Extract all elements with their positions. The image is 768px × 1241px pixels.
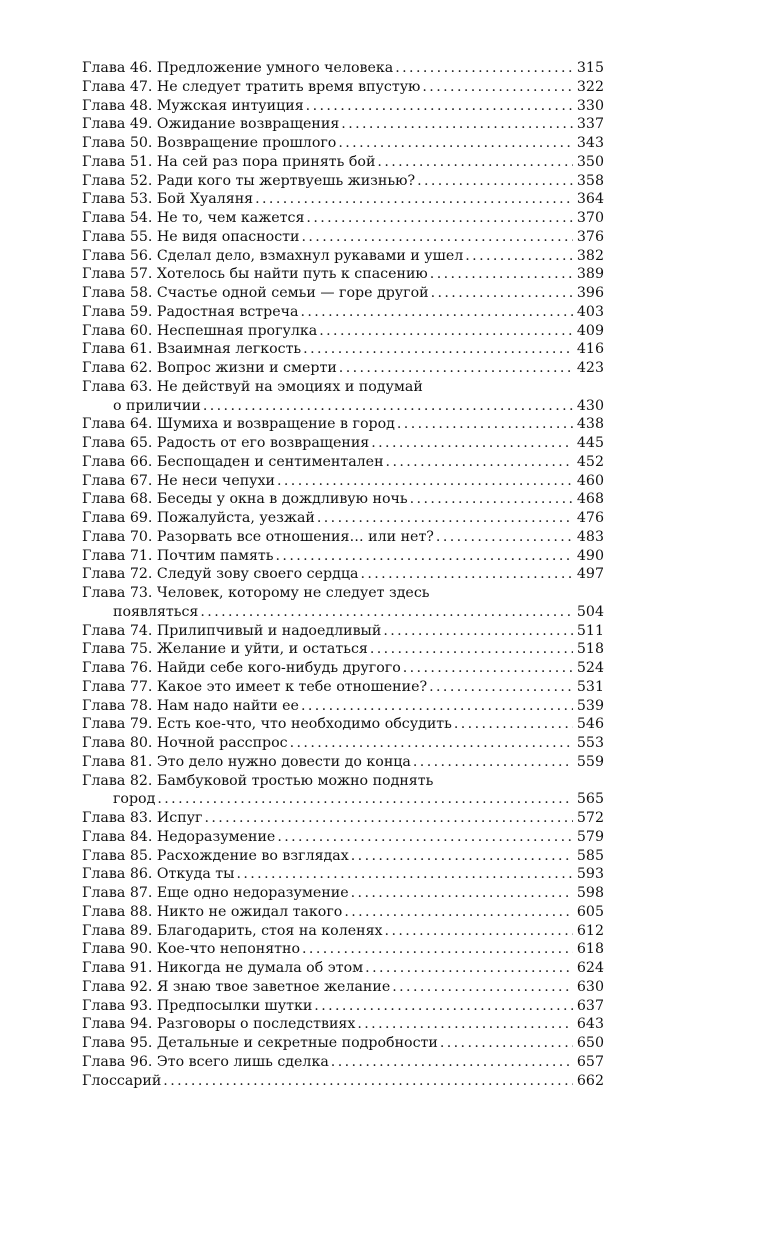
toc-entry-title: Глава 66. Беспощаден и сентиментален — [82, 453, 384, 470]
dot-leader — [403, 659, 573, 678]
dot-leader — [397, 415, 573, 434]
dot-leader — [301, 697, 573, 716]
toc-entry-page: 518 — [576, 641, 604, 658]
toc-entry — [82, 265, 604, 284]
toc-entry-title: Глава 48. Мужская интуиция — [82, 97, 304, 114]
toc-entry-title: Глава 58. Счастье одной семьи — горе другой — [82, 285, 429, 301]
toc-entry-page: 618 — [576, 941, 604, 958]
dot-leader — [338, 134, 573, 153]
toc-entry-title-line: Глава 63. Не действуй на эмоциях и подумай — [82, 378, 423, 395]
toc-entry-title: Глава 67. Не неси чепухи — [82, 472, 275, 489]
toc-entry-page: 409 — [576, 322, 604, 339]
toc-entry-title: Глава 88. Никто не ожидал такого — [82, 903, 343, 920]
dot-leader — [236, 865, 572, 884]
toc-entry-title: Глава 94. Разговоры о последствиях — [82, 1016, 356, 1033]
dot-leader — [301, 228, 572, 247]
toc-entry — [82, 415, 604, 434]
toc-entry-title: Глава 84. Недоразумение — [82, 828, 276, 845]
toc-entry-page: 624 — [576, 960, 604, 976]
toc-entry-title: Глава 85. Расхождение во взглядах — [82, 847, 349, 864]
dot-leader — [319, 322, 573, 341]
toc-entry-title: Глава 95. Детальные и секретные подробности — [82, 1035, 438, 1051]
toc-entry-page: 511 — [576, 622, 604, 639]
toc-entry — [82, 509, 604, 528]
toc-entry — [82, 1072, 604, 1091]
toc-entry-page: 497 — [576, 566, 604, 583]
toc-entry-title: Глава 79. Есть кое-что, что необходимо обсудить — [82, 716, 452, 733]
toc-entry-page: 364 — [576, 191, 604, 208]
toc-entry-page: 476 — [576, 510, 604, 526]
toc-entry — [82, 59, 604, 78]
toc-entry-title: Глава 59. Радостная встреча — [82, 303, 299, 320]
toc-entry-title-line: Глава 82. Бамбуковой тростью можно поднять — [82, 772, 434, 789]
dot-leader — [203, 397, 573, 416]
dot-leader — [360, 565, 572, 584]
toc-entry-title: Глава 81. Это дело нужно довести до конца — [82, 753, 411, 770]
toc-entry-page: 504 — [576, 603, 604, 620]
toc-entry-title: Глава 51. На сей раз пора принять бой — [82, 153, 376, 170]
dot-leader — [385, 922, 573, 941]
toc-entry — [82, 884, 604, 903]
toc-entry — [82, 640, 604, 659]
dot-leader — [341, 115, 573, 134]
toc-entry-page: 559 — [576, 753, 604, 770]
toc-entry — [82, 678, 604, 697]
toc-entry-page: 389 — [576, 266, 604, 283]
toc-entry-title: Глава 68. Беседы у окна в дождливую ночь — [82, 491, 408, 508]
toc-entry — [82, 997, 604, 1016]
dot-leader — [371, 434, 573, 453]
toc-entry-page: 593 — [576, 866, 604, 883]
toc-entry-title: Глава 62. Вопрос жизни и смерти — [82, 360, 337, 376]
toc-entry-title: Глава 92. Я знаю твое заветное желание — [82, 978, 391, 995]
toc-entry — [82, 903, 604, 922]
dot-leader — [339, 359, 573, 378]
toc-entry-title: Глава 50. Возвращение прошлого — [82, 135, 337, 151]
dot-leader — [331, 1053, 573, 1072]
toc-entry-page: 460 — [576, 472, 604, 489]
dot-leader — [204, 809, 572, 828]
toc-entry — [82, 340, 604, 359]
dot-leader — [440, 1034, 573, 1053]
toc-entry-title: Глава 96. Это всего лишь сделка — [82, 1053, 329, 1070]
toc-entry — [82, 603, 604, 622]
toc-entry-page: 382 — [576, 247, 604, 264]
dot-leader — [277, 828, 573, 847]
dot-leader — [431, 284, 573, 303]
toc-entry-page: 630 — [576, 978, 604, 995]
dot-leader — [422, 78, 573, 97]
table-of-contents — [82, 59, 604, 1090]
toc-entry-title: Глава 60. Неспешная прогулка — [82, 322, 318, 339]
dot-leader — [255, 190, 573, 209]
toc-entry — [82, 115, 604, 134]
dot-leader — [317, 509, 573, 528]
toc-entry-title: Глава 75. Желание и уйти, и остаться — [82, 641, 368, 658]
dot-leader — [430, 265, 573, 284]
dot-leader — [383, 622, 573, 641]
dot-leader — [436, 528, 573, 547]
dot-leader — [314, 997, 573, 1016]
toc-entry-page: 330 — [576, 97, 604, 114]
toc-entry-page: 403 — [576, 303, 604, 320]
toc-entry-page: 322 — [576, 78, 604, 95]
toc-entry — [82, 753, 604, 772]
toc-entry-title: Глава 69. Пожалуйста, уезжай — [82, 510, 315, 526]
toc-entry — [82, 490, 604, 509]
dot-leader — [276, 547, 573, 566]
toc-entry-page: 343 — [576, 135, 604, 151]
toc-entry — [82, 809, 604, 828]
toc-entry-page: 490 — [576, 547, 604, 564]
toc-entry-title: Глава 57. Хотелось бы найти путь к спасению — [82, 266, 428, 283]
toc-entry-page: 438 — [576, 416, 604, 433]
toc-entry-title: Глоссарий — [82, 1072, 162, 1089]
toc-entry-title: Глава 47. Не следует тратить время впустую — [82, 78, 421, 95]
toc-entry-page: 358 — [576, 172, 604, 189]
toc-entry-title: Глава 71. Почтим память — [82, 547, 274, 564]
toc-entry-title: Глава 74. Прилипчивый и надоедливый — [82, 622, 382, 639]
toc-entry — [82, 247, 604, 266]
toc-entry — [82, 659, 604, 678]
toc-entry-page: 612 — [576, 922, 604, 939]
dot-leader — [386, 453, 573, 472]
toc-entry — [82, 284, 604, 303]
toc-entry-page: 416 — [576, 341, 604, 358]
toc-entry — [82, 978, 604, 997]
toc-entry-title: Глава 86. Откуда ты — [82, 866, 235, 883]
toc-entry — [82, 190, 604, 209]
dot-leader — [303, 340, 573, 359]
dot-leader — [290, 734, 573, 753]
toc-entry-page: 572 — [576, 810, 604, 826]
dot-leader — [302, 940, 573, 959]
dot-leader — [306, 97, 573, 116]
toc-entry-title: Глава 80. Ночной расспрос — [82, 735, 288, 751]
dot-leader — [454, 715, 573, 734]
toc-entry — [82, 734, 604, 753]
toc-entry-page: 376 — [576, 228, 604, 245]
toc-entry-title: Глава 64. Шумиха и возвращение в город — [82, 416, 395, 433]
toc-entry-title: Глава 78. Нам надо найти ее — [82, 697, 299, 714]
dot-leader — [377, 153, 573, 172]
toc-entry-page: 445 — [576, 435, 604, 451]
toc-entry — [82, 97, 604, 116]
toc-entry-page: 315 — [576, 60, 604, 76]
toc-entry-title: Глава 49. Ожидание возвращения — [82, 116, 340, 133]
dot-leader — [351, 884, 573, 903]
toc-entry — [82, 472, 604, 491]
dot-leader — [306, 209, 572, 228]
toc-entry-page: 637 — [576, 997, 604, 1014]
toc-entry — [82, 940, 604, 959]
dot-leader — [351, 847, 573, 866]
toc-entry — [82, 303, 604, 322]
dot-leader — [413, 753, 573, 772]
toc-entry-page: 370 — [576, 210, 604, 226]
toc-entry-page: 483 — [576, 528, 604, 545]
toc-entry — [82, 865, 604, 884]
toc-entry-title: Глава 55. Не видя опасности — [82, 228, 300, 245]
dot-leader — [417, 172, 573, 191]
toc-entry-page: 662 — [576, 1072, 604, 1089]
toc-entry-page: 598 — [576, 885, 604, 901]
toc-entry-title: Глава 61. Взаимная легкость — [82, 341, 302, 358]
toc-entry-page: 531 — [576, 678, 604, 695]
toc-entry-title: Глава 52. Ради кого ты жертвуешь жизнью? — [82, 172, 416, 189]
dot-leader — [200, 603, 573, 622]
dot-leader — [365, 959, 573, 978]
toc-entry-title: Глава 53. Бой Хуаляня — [82, 191, 254, 208]
toc-entry-title: Глава 54. Не то, чем кажется — [82, 210, 305, 226]
toc-entry — [82, 715, 604, 734]
toc-entry-page: 643 — [576, 1016, 604, 1033]
toc-entry — [82, 78, 604, 97]
toc-entry — [82, 790, 604, 809]
toc-entry — [82, 1015, 604, 1034]
dot-leader — [395, 59, 573, 78]
toc-entry-page: 650 — [576, 1035, 604, 1051]
dot-leader — [429, 678, 573, 697]
toc-entry — [82, 322, 604, 341]
toc-entry-continuation: о приличии — [113, 397, 201, 414]
toc-entry — [82, 153, 604, 172]
dot-leader — [344, 903, 573, 922]
toc-entry-title: Глава 70. Разорвать все отношения… или нет? — [82, 528, 434, 545]
toc-entry-title: Глава 46. Предложение умного человека — [82, 60, 394, 76]
toc-entry-page: 565 — [576, 791, 604, 808]
toc-entry-title: Глава 56. Сделал дело, взмахнул рукавами и ушел — [82, 247, 464, 264]
toc-entry — [82, 172, 604, 191]
toc-entry-page: 423 — [576, 360, 604, 376]
toc-entry — [82, 228, 604, 247]
toc-entry — [82, 697, 604, 716]
toc-entry — [82, 134, 604, 153]
toc-entry-title: Глава 89. Благодарить, стоя на коленях — [82, 922, 383, 939]
toc-entry — [82, 847, 604, 866]
toc-entry-continuation: появляться — [113, 603, 199, 620]
toc-entry-continuation: город — [113, 791, 156, 808]
toc-entry — [82, 959, 604, 978]
dot-leader — [370, 640, 573, 659]
toc-entry-page: 430 — [576, 397, 604, 414]
dot-leader — [410, 490, 573, 509]
toc-entry-title: Глава 87. Еще одно недоразумение — [82, 885, 349, 901]
toc-entry-page: 337 — [576, 116, 604, 133]
toc-entry-page: 539 — [576, 697, 604, 714]
dot-leader — [392, 978, 573, 997]
toc-entry-page: 468 — [576, 491, 604, 508]
dot-leader — [163, 1072, 573, 1091]
dot-leader — [157, 790, 573, 809]
toc-entry-page: 657 — [576, 1053, 604, 1070]
toc-entry — [82, 397, 604, 416]
toc-entry-page: 350 — [576, 153, 604, 170]
dot-leader — [465, 247, 573, 266]
toc-entry-page: 452 — [576, 453, 604, 470]
toc-entry — [82, 1034, 604, 1053]
toc-entry-title-line: Глава 73. Человек, которому не следует здесь — [82, 585, 430, 601]
toc-entry — [82, 547, 604, 566]
toc-entry — [82, 922, 604, 941]
toc-entry-title: Глава 77. Какое это имеет к тебе отношение? — [82, 678, 428, 695]
dot-leader — [357, 1015, 573, 1034]
toc-entry-title: Глава 93. Предпосылки шутки — [82, 997, 313, 1014]
toc-entry — [82, 1053, 604, 1072]
toc-entry-page: 579 — [576, 828, 604, 845]
toc-entry — [82, 434, 604, 453]
toc-entry-title: Глава 76. Найди себе кого-нибудь другого — [82, 660, 401, 676]
toc-entry-page: 546 — [576, 716, 604, 733]
toc-entry-page: 605 — [576, 903, 604, 920]
dot-leader — [300, 303, 572, 322]
toc-entry — [82, 565, 604, 584]
toc-entry — [82, 209, 604, 228]
toc-entry-title: Глава 72. Следуй зову своего сердца — [82, 566, 359, 583]
toc-entry-page: 396 — [576, 285, 604, 301]
toc-entry — [82, 528, 604, 547]
toc-entry-page: 524 — [576, 660, 604, 676]
toc-entry-title: Глава 91. Никогда не думала об этом — [82, 960, 364, 976]
toc-entry — [82, 622, 604, 641]
dot-leader — [277, 472, 573, 491]
toc-entry-title: Глава 65. Радость от его возвращения — [82, 435, 370, 451]
toc-entry — [82, 359, 604, 378]
toc-entry-title: Глава 90. Кое-что непонятно — [82, 941, 300, 958]
toc-entry-page: 553 — [576, 735, 604, 751]
toc-entry-title: Глава 83. Испуг — [82, 810, 203, 826]
toc-entry-page: 585 — [576, 847, 604, 864]
toc-entry — [82, 453, 604, 472]
toc-entry — [82, 828, 604, 847]
